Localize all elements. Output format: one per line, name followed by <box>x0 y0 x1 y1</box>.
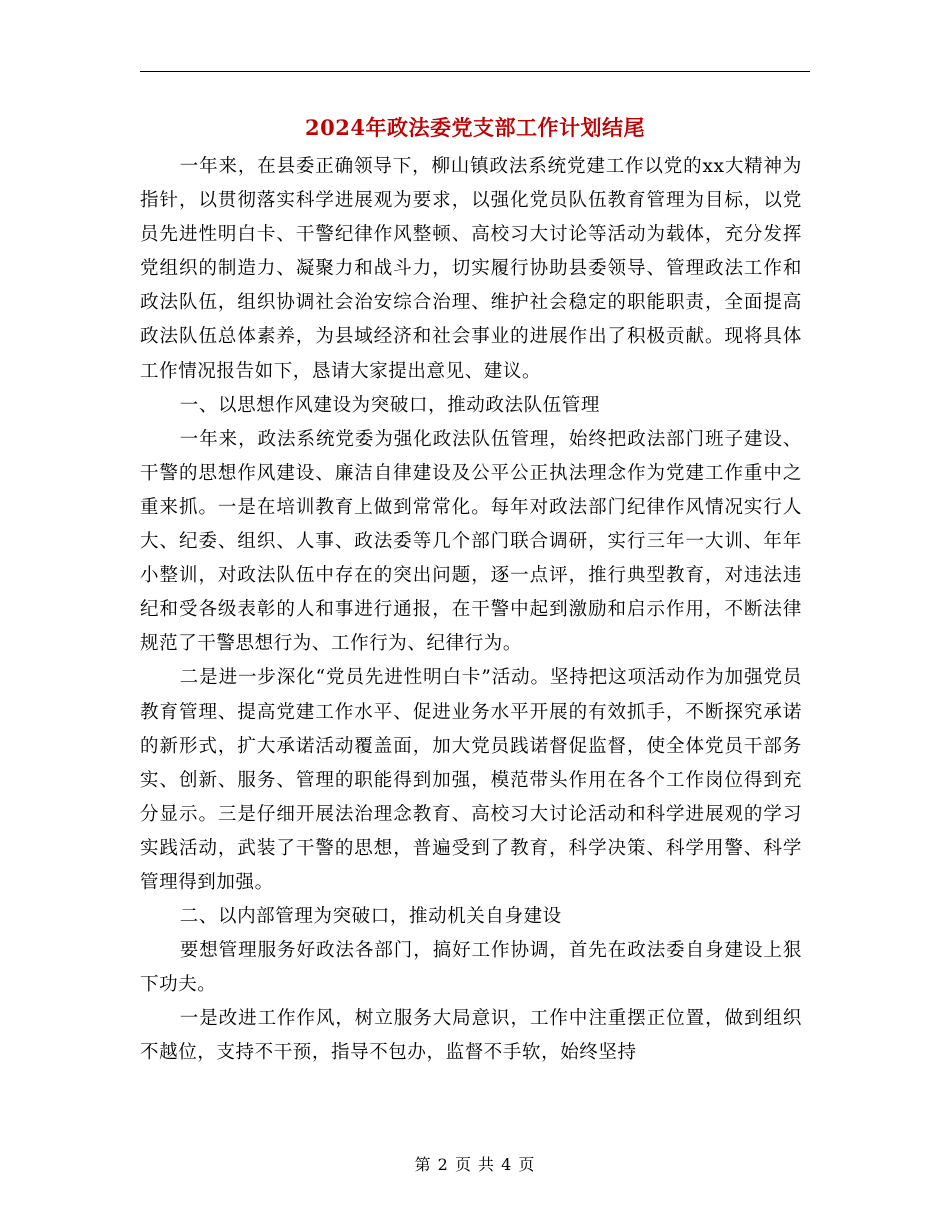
document-title: 2024年政法委党支部工作计划结尾 <box>305 115 645 140</box>
page-footer: 第 2 页 共 4 页 <box>414 1155 536 1174</box>
paragraph-section-1-cont: 二是进一步深化“党员先进性明白卡”活动。坚持把这项活动作为加强党员教育管理、提高党建工作水平、促进业务水平开展的有效抓手，不断探究承诺的新形式，扩大承诺活动覆盖面，加大党员践诺督促监督，使全体党员干部务实、创新、服务、管理的职能得到加强，模范带头作用在各个工作岗位得到充分显示。三是仔细开展法治理念教育、高校习大讨论活动和科学进展观的学习实践活动，武装了干警的思想，普遍受到了教育，科学决策、科学用警、科学管理得到加强。 <box>140 667 802 893</box>
paragraph-section-2: 要想管理服务好政法各部门，搞好工作协调，首先在政法委自身建设上狠下功夫。 <box>140 940 802 996</box>
section-heading-2: 二、以内部管理为突破口，推动机关自身建设 <box>179 906 562 928</box>
header-rule <box>140 71 810 72</box>
paragraph-section-1: 一年来，政法系统党委为强化政法队伍管理，始终把政法部门班子建设、干警的思想作风建设、廉洁自律建设及公平公正执法理念作为党建工作重中之重来抓。一是在培训教育上做到常常化。每年对政法部门纪律作风情况实行人大、纪委、组织、人事、政法委等几个部门联合调研，实行三年一大训、年年小整训，对政法队伍中存在的突出问题，逐一点评，推行典型教育，对违法违纪和受各级表彰的人和事进行通报，在干警中起到激励和启示作用，不断法律规范了干警思想行为、工作行为、纪律行为。 <box>140 428 802 655</box>
paragraph-intro: 一年来，在县委正确领导下，柳山镇政法系统党建工作以党的xx大精神为指针，以贯彻落实科学进展观为要求，以强化党员队伍教育管理为目标，以党员先进性明白卡、干警纪律作风整顿、高校习大讨论等活动为载体，充分发挥党组织的制造力、凝聚力和战斗力，切实履行协助县委领导、管理政法工作和政法队伍，组织协调社会治安综合治理、维护社会稳定的职能职责，全面提高政法队伍总体素养，为县域经济和社会事业的进展作出了积极贡献。现将具体工作情况报告如下，恳请大家提出意见、建议。 <box>140 156 802 382</box>
document-body <box>140 150 802 1071</box>
section-heading-1: 一、以思想作风建设为突破口，推动政法队伍管理 <box>179 394 600 416</box>
paragraph-section-2-cont: 一是改进工作作风，树立服务大局意识，工作中注重摆正位置，做到组织不越位，支持不干预，指导不包办，监督不手软，始终坚持 <box>140 1008 802 1064</box>
